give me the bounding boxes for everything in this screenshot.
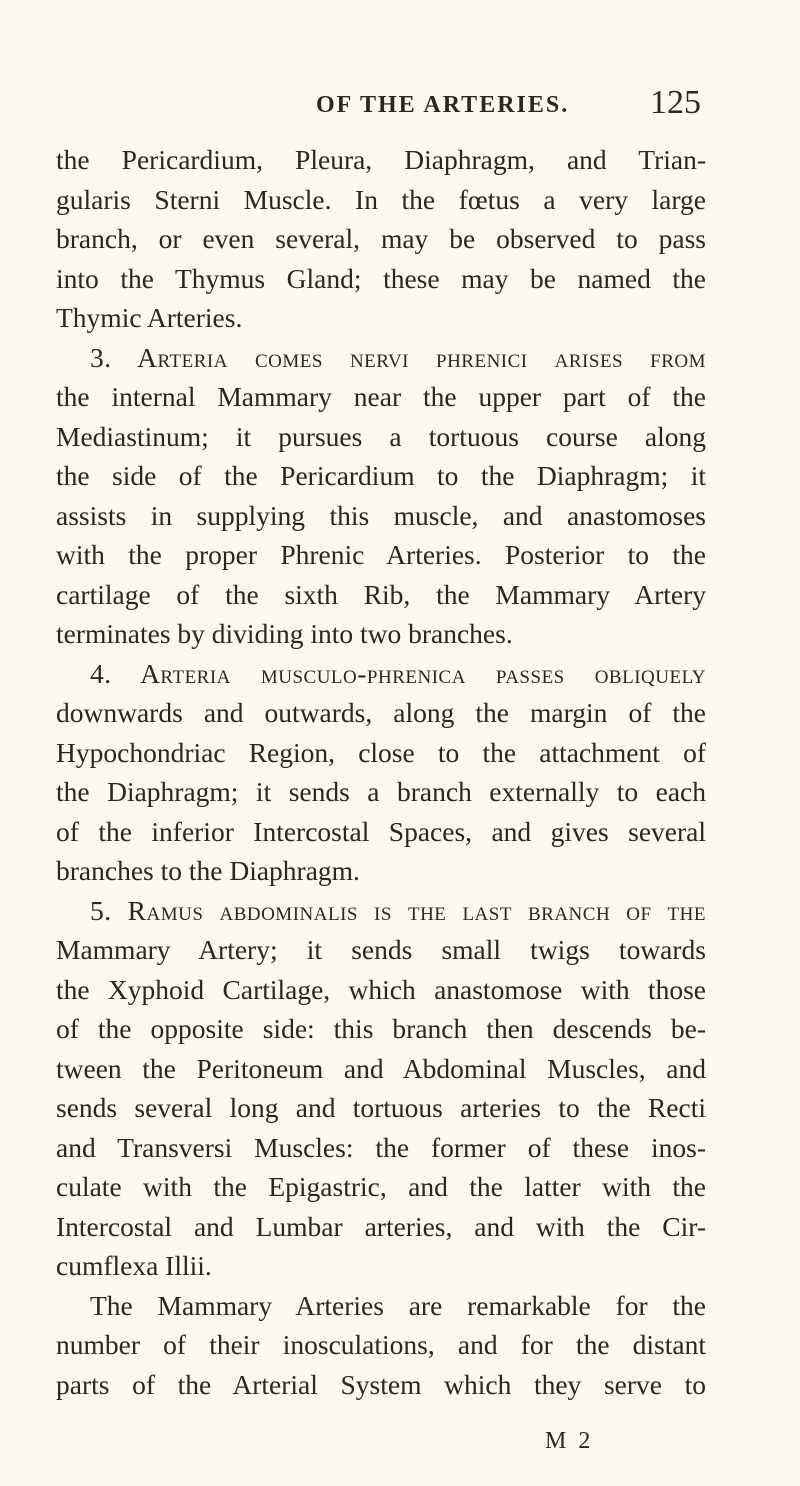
text-line: the Pericardium, Pleura, Diaphragm, and Trian- (56, 144, 706, 175)
text-line: and Transversi Muscles: the former of these inos- (56, 1131, 706, 1163)
text-line: the side of the Pericardium to the Diaphragm; it (56, 460, 706, 491)
running-head: OF THE ARTERIES. (316, 92, 570, 118)
text-line: number of their inosculations, and for the distant (56, 1329, 706, 1360)
section-3-heading-line: 3. Arteria comes nervi phrenici arises from (90, 341, 706, 373)
text-line: downwards and outwards, along the margin of the (56, 697, 706, 728)
text-line: the internal Mammary near the upper part of the (56, 381, 706, 412)
text-line: cartilage of the sixth Rib, the Mammary Artery (56, 578, 706, 610)
signature-mark: M 2 (545, 1428, 594, 1454)
text-line: sends several long and tortuous arteries to the Recti (56, 1092, 706, 1123)
text-line: parts of the Arterial System which they serve to (56, 1368, 706, 1400)
text-line: assists in supplying this muscle, and anastomoses (56, 499, 706, 531)
text-line: Intercostal and Lumbar arteries, and with the Cir- (56, 1210, 706, 1242)
text-line: of the inferior Intercostal Spaces, and gives several (56, 815, 706, 847)
section-4-heading-line: 4. Arteria musculo-phrenica passes obliquely (90, 657, 706, 689)
text-line: the Xyphoid Cartilage, which anastomose with those (56, 973, 706, 1005)
body-text (56, 140, 706, 1404)
section-5-heading-line: 5. Ramus abdominalis is the last branch of the (90, 894, 706, 926)
text-line: of the opposite side: this branch then descends be- (56, 1013, 706, 1044)
text-line: terminates by dividing into two branches. (56, 618, 513, 649)
text-line: Hypochondriac Region, close to the attachment of (56, 736, 706, 768)
text-line: Mediastinum; it pursues a tortuous course along (56, 420, 706, 452)
text-line: with the proper Phrenic Arteries. Posterior to the (56, 539, 706, 570)
text-line: The Mammary Arteries are remarkable for the (90, 1289, 706, 1321)
text-line: culate with the Epigastric, and the latter with the (56, 1171, 706, 1202)
text-line: the Diaphragm; it sends a branch externally to each (56, 776, 706, 807)
text-line: branch, or even several, may be observed to pass (56, 223, 706, 254)
text-line: Thymic Arteries. (56, 302, 243, 333)
text-line: cumflexa Illii. (56, 1250, 212, 1281)
page-number: 125 (650, 84, 701, 121)
text-line: branches to the Diaphragm. (56, 855, 360, 886)
text-line: gularis Sterni Muscle. In the fœtus a very large (56, 183, 706, 215)
page-header (0, 84, 800, 134)
text-line: into the Thymus Gland; these may be named the (56, 262, 706, 294)
text-line: tween the Peritoneum and Abdominal Muscles, and (56, 1052, 706, 1084)
text-line: Mammary Artery; it sends small twigs towards (56, 934, 706, 965)
